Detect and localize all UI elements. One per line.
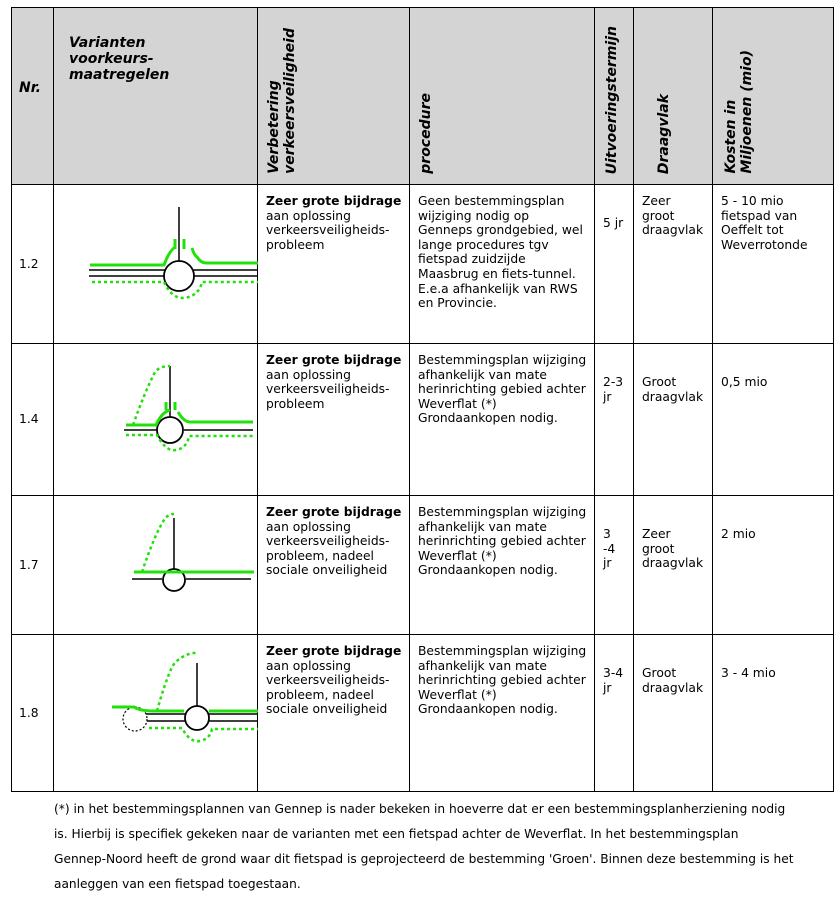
header-varianten: Varianten voorkeurs-maatregelen	[54, 8, 258, 185]
variant-diagram	[54, 496, 258, 635]
variant-diagram	[54, 185, 258, 344]
kosten-cell: 0,5 mio	[713, 344, 834, 496]
row-nr: 1.4	[12, 344, 54, 496]
header-uitvoeringstermijn: Uitvoeringstermijn	[595, 8, 634, 185]
roundabout-diagram-1-2	[54, 185, 258, 343]
procedure-cell: Bestemmingsplan wijziging afhankelijk van mate herinrichting gebied achter Weverflat (*) Grondaankopen nodig.	[410, 344, 595, 496]
termijn-cell: 3 -4 jr	[595, 496, 634, 635]
row-nr: 1.8	[12, 635, 54, 792]
variant-diagram	[54, 635, 258, 792]
procedure-cell: Geen bestemmingsplan wijziging nodig op Genneps grondgebied, wel lange procedures tgv fietspad zuidzijde Maasbrug en fiets-tunnel. E.e.a afhankelijk van RWS en Provincie.	[410, 185, 595, 344]
draagvlak-cell: Groot draagvlak	[634, 635, 713, 792]
variants-table	[11, 7, 834, 792]
table-row	[12, 635, 834, 792]
header-nr: Nr.	[12, 8, 54, 185]
header-kosten: Kosten in Miljoenen (mio)	[713, 8, 834, 185]
footnote: (*) in het bestemmingsplannen van Gennep is nader bekeken in hoeverre dat er een bestemmingsplanherziening nodig is. Hierbij is specifiek gekeken naar de varianten met een fietspad achter de Weverflat. In het bestemmingsplan Gennep-Noord heeft de grond waar dit fietspad is geprojecteerd de bestemming 'Groen'. Binnen deze bestemming is het aanleggen van een fietspad toegestaan.	[54, 802, 794, 891]
kosten-cell: 3 - 4 mio	[713, 635, 834, 792]
verbetering-cell: Zeer grote bijdrage aan oplossing verkeersveiligheids-probleem	[258, 185, 410, 344]
header-procedure: procedure	[410, 8, 595, 185]
header-verbetering: Verbetering verkeersveiligheid	[258, 8, 410, 185]
roundabout-diagram-1-8	[54, 635, 258, 791]
table-row	[12, 496, 834, 635]
verbetering-cell: Zeer grote bijdrage aan oplossing verkeersveiligheids-probleem, nadeel sociale onveiligheid	[258, 635, 410, 792]
termijn-cell: 5 jr	[595, 185, 634, 344]
kosten-cell: 2 mio	[713, 496, 834, 635]
termijn-cell: 3-4 jr	[595, 635, 634, 792]
table-row	[12, 185, 834, 344]
row-nr: 1.7	[12, 496, 54, 635]
procedure-cell: Bestemmingsplan wijziging afhankelijk van mate herinrichting gebied achter Weverflat (*) Grondaankopen nodig.	[410, 635, 595, 792]
draagvlak-cell: Zeer groot draagvlak	[634, 185, 713, 344]
verbetering-cell: Zeer grote bijdrage aan oplossing verkeersveiligheids-probleem, nadeel sociale onveiligheid	[258, 496, 410, 635]
roundabout-diagram-1-4	[54, 344, 258, 495]
roundabout-diagram-1-7	[54, 496, 258, 634]
table-row	[12, 344, 834, 496]
kosten-cell: 5 - 10 mio fietspad van Oeffelt tot Weverrotonde	[713, 185, 834, 344]
verbetering-cell: Zeer grote bijdrage aan oplossing verkeersveiligheids-probleem	[258, 344, 410, 496]
termijn-cell: 2-3 jr	[595, 344, 634, 496]
header-row	[12, 8, 834, 185]
header-draagvlak: Draagvlak	[634, 8, 713, 185]
procedure-cell: Bestemmingsplan wijziging afhankelijk van mate herinrichting gebied achter Weverflat (*) Grondaankopen nodig.	[410, 496, 595, 635]
variant-diagram	[54, 344, 258, 496]
row-nr: 1.2	[12, 185, 54, 344]
draagvlak-cell: Groot draagvlak	[634, 344, 713, 496]
draagvlak-cell: Zeer groot draagvlak	[634, 496, 713, 635]
